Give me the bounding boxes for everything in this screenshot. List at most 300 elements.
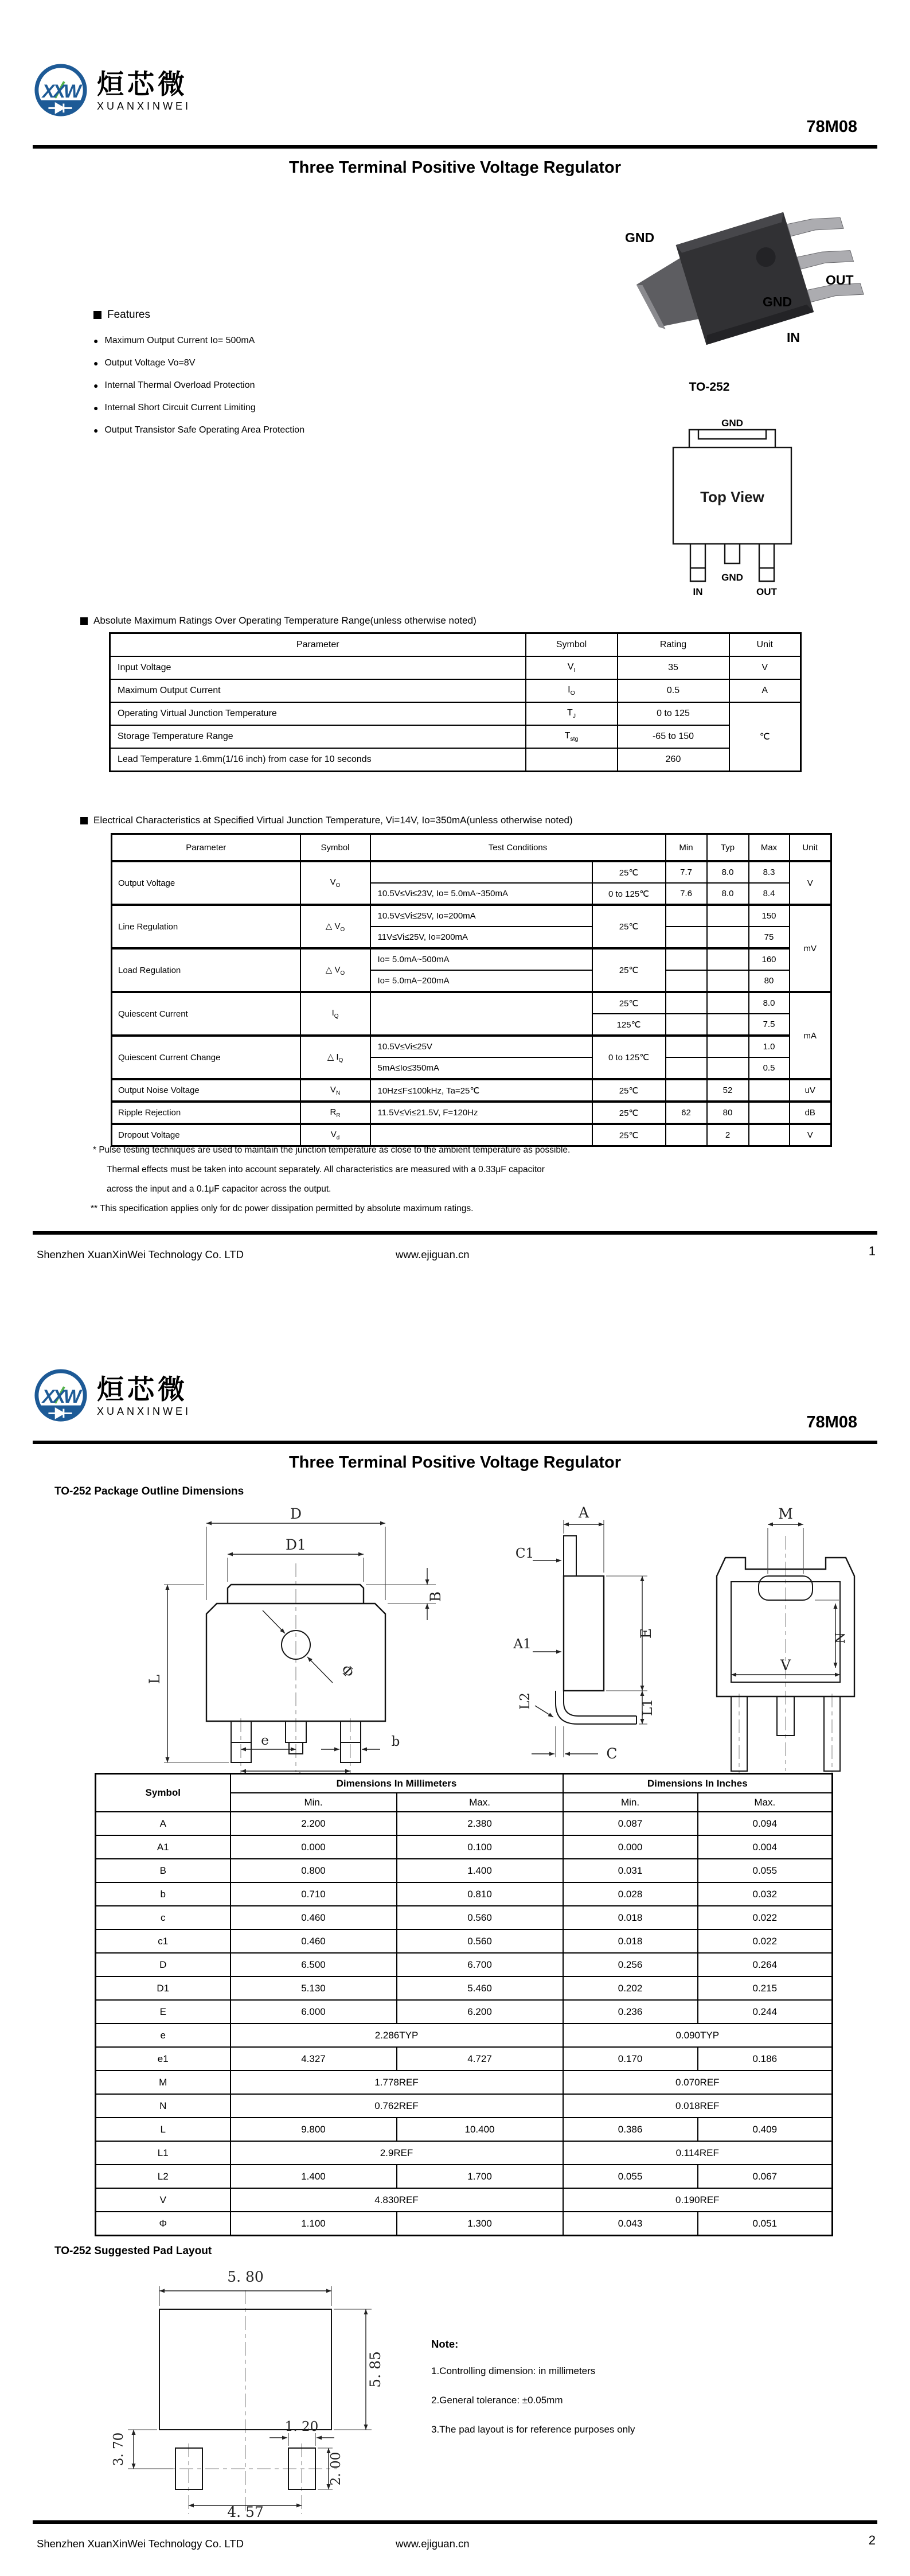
package-caption: TO-252 <box>689 380 730 394</box>
table-header-row <box>96 1774 833 1793</box>
symbol-cell: $I_O$ <box>526 679 618 702</box>
cell: Rating <box>618 633 729 657</box>
cell: 11.5V≤Vi≤21.5V, F=120Hz <box>370 1102 592 1124</box>
cell: 6.000 <box>231 2000 397 2024</box>
cell <box>666 1079 707 1102</box>
cell: 0.018REF <box>563 2094 833 2118</box>
cell: V <box>790 1124 831 1146</box>
cell: 2.200 <box>231 1812 397 1835</box>
bullet-icon: ● <box>93 336 99 345</box>
dim-label-C: C <box>606 1745 618 1762</box>
dim-label-e: e <box>261 1733 269 1748</box>
table-row <box>112 1124 831 1146</box>
cell: Parameter <box>110 633 526 657</box>
cell: D <box>96 1953 231 1976</box>
cell: 0.043 <box>563 2212 698 2236</box>
symbol-cell: $R_R$ <box>300 1102 370 1124</box>
pin-label-in: IN <box>787 330 800 345</box>
cell: 150 <box>749 905 790 927</box>
pad-dim-offset: 3. 70 <box>111 2432 126 2466</box>
cell: Load Regulation <box>112 948 300 992</box>
cell: 10.5V≤Vi≤25V <box>370 1036 592 1057</box>
cell: 0.236 <box>563 2000 698 2024</box>
dim-label-N: N <box>833 1632 848 1644</box>
footer-website: www.ejiguan.cn <box>396 2538 470 2550</box>
cell <box>707 905 749 927</box>
cell: 25℃ <box>592 992 666 1014</box>
cell: 6.500 <box>231 1953 397 1976</box>
cell: Lead Temperature 1.6mm(1/16 inch) from case for 10 seconds <box>110 748 526 772</box>
table-row <box>112 948 831 970</box>
dim-label-V: V <box>780 1657 791 1674</box>
cell: 6.700 <box>397 1953 563 1976</box>
cell: 10.5V≤Vi≤25V, Io=200mA <box>370 905 592 927</box>
cell <box>707 1014 749 1036</box>
cell: A <box>729 679 801 702</box>
symbol-cell: $I_Q$ <box>300 992 370 1036</box>
cell <box>707 948 749 970</box>
dim-label-A: A <box>578 1504 589 1521</box>
table-row <box>96 2024 833 2047</box>
package-3d-figure <box>618 189 865 384</box>
cell: e1 <box>96 2047 231 2071</box>
cell: 6.200 <box>397 2000 563 2024</box>
cell: 8.3 <box>749 861 790 883</box>
cell: 10.400 <box>397 2118 563 2141</box>
brand-name-cn: 烜芯微 <box>97 1373 188 1404</box>
outline-heading: TO-252 Package Outline Dimensions <box>54 1485 244 1497</box>
note-item: 2.General tolerance: ±0.05mm <box>431 2395 563 2406</box>
cell: A <box>96 1812 231 1835</box>
cell: V <box>729 656 801 679</box>
cell: Symbol <box>300 834 370 862</box>
table-row <box>96 1859 833 1882</box>
pad-dim-pad-width: 1. 20 <box>284 2419 319 2434</box>
cell: 2.380 <box>397 1812 563 1835</box>
brand-text <box>97 68 192 112</box>
footnote: Thermal effects must be taken into account separately. All characteristics are measured with a 0.33μF capacitor <box>107 1165 545 1174</box>
cell <box>707 970 749 992</box>
bullet-icon: ● <box>93 403 99 413</box>
topview-tab <box>689 430 775 448</box>
cell: 10Hz≤F≤100kHz, Ta=25℃ <box>370 1079 592 1102</box>
bullet-icon: ● <box>93 380 99 390</box>
cell: 0.215 <box>698 1976 833 2000</box>
symbol-cell: $V_I$ <box>526 656 618 679</box>
cell: 2.286TYP <box>231 2024 563 2047</box>
cell: Storage Temperature Range <box>110 725 526 748</box>
cell: mV <box>790 905 831 992</box>
top-view-figure <box>643 418 821 598</box>
header-divider <box>33 145 877 149</box>
cell: 0.244 <box>698 2000 833 2024</box>
feature-text: Output Voltage Vo=8V <box>104 357 196 368</box>
list-item <box>93 396 304 419</box>
bullet-icon: ● <box>93 425 99 435</box>
cell: -65 to 150 <box>618 725 729 748</box>
cell: 0.386 <box>563 2118 698 2141</box>
brand-name-cn: 烜芯微 <box>97 68 188 99</box>
cell: 35 <box>618 656 729 679</box>
cell: 2 <box>707 1124 749 1146</box>
topview-pin-in: IN <box>693 586 703 597</box>
symbol-cell: △ $V_O$ <box>300 948 370 992</box>
symbol-cell <box>526 748 618 772</box>
list-item <box>93 419 304 441</box>
symbol-cell: $T_{stg}$ <box>526 725 618 748</box>
cell: 0.190REF <box>563 2188 833 2212</box>
footer-company: Shenzhen XuanXinWei Technology Co. LTD <box>37 1248 244 1260</box>
symbol-cell: $V_N$ <box>300 1079 370 1102</box>
footer-company: Shenzhen XuanXinWei Technology Co. LTD <box>37 2538 244 2550</box>
cell: 2.9REF <box>231 2141 563 2165</box>
cell: Test Conditions <box>370 834 666 862</box>
cell: 1.400 <box>397 1859 563 1882</box>
pad-dim-pitch: 4. 57 <box>227 2504 264 2518</box>
cell: Operating Virtual Junction Temperature <box>110 702 526 725</box>
cell: 0.100 <box>397 1835 563 1859</box>
cell <box>707 927 749 948</box>
cell <box>707 1036 749 1057</box>
dim-label-L: L <box>146 1674 163 1684</box>
cell: 0 to 125 <box>618 702 729 725</box>
table-row <box>112 1036 831 1057</box>
cell: e <box>96 2024 231 2047</box>
cell: 25℃ <box>592 905 666 948</box>
pad-layout-heading: TO-252 Suggested Pad Layout <box>54 2245 212 2257</box>
cell: 7.7 <box>666 861 707 883</box>
footnote: ** This specification applies only for dc power dissipation permitted by absolute maximum ratings. <box>91 1204 474 1213</box>
feature-text: Maximum Output Current Io= 500mA <box>104 335 255 345</box>
company-logo <box>32 1368 191 1425</box>
table-row <box>96 1812 833 1835</box>
outline-front-view <box>92 1501 499 1784</box>
cell: 0.186 <box>698 2047 833 2071</box>
cell: 5.130 <box>231 1976 397 2000</box>
cell: 62 <box>666 1102 707 1124</box>
cell: 8.0 <box>749 992 790 1014</box>
cell: 0.810 <box>397 1882 563 1906</box>
abs-max-heading <box>80 615 477 627</box>
cell <box>666 948 707 970</box>
cell: 1.778REF <box>231 2071 563 2094</box>
cell: ℃ <box>729 702 801 772</box>
feature-text: Output Transistor Safe Operating Area Protection <box>104 425 305 435</box>
cell: V <box>790 861 831 905</box>
cell: 4.727 <box>397 2047 563 2071</box>
logo-monogram: XXW <box>42 80 80 102</box>
part-number: 78M08 <box>806 118 857 136</box>
table-header-row <box>112 834 831 862</box>
cell <box>666 905 707 927</box>
cell: Output Voltage <box>112 861 300 905</box>
dim-label-L2: L2 <box>518 1692 533 1710</box>
pad-dimensions <box>111 2268 384 2518</box>
cell <box>666 992 707 1014</box>
section-bullet-icon <box>80 817 88 824</box>
side-dimensions <box>513 1504 655 1762</box>
footer-website: www.ejiguan.cn <box>396 1248 470 1260</box>
abs-max-heading-label: Absolute Maximum Ratings Over Operating Temperature Range(unless otherwise noted) <box>93 615 477 626</box>
cell: 0.055 <box>563 2165 698 2188</box>
dim-label-D: D <box>290 1505 302 1522</box>
brand-name-en: XUANXINWEI <box>97 100 192 112</box>
cell: 0.028 <box>563 1882 698 1906</box>
pad-dim-pad-height: 2. 00 <box>329 2452 343 2486</box>
symbol-cell: $V_d$ <box>300 1124 370 1146</box>
footnote: across the input and a 0.1μF capacitor across the output. <box>107 1184 331 1194</box>
note-heading: Note: <box>431 2338 459 2350</box>
side-outline <box>556 1536 636 1724</box>
cell: 0.256 <box>563 1953 698 1976</box>
cell: c <box>96 1906 231 1929</box>
company-logo <box>32 63 191 119</box>
cell: 0.460 <box>231 1929 397 1953</box>
cell: 0.090TYP <box>563 2024 833 2047</box>
list-item <box>93 374 304 396</box>
cell: 0.022 <box>698 1929 833 1953</box>
cell: Min <box>666 834 707 862</box>
table-row <box>112 1102 831 1124</box>
cell: Typ <box>707 834 749 862</box>
symbol-cell: $V_O$ <box>300 861 370 905</box>
topview-caption: Top View <box>700 488 764 505</box>
note-item: 1.Controlling dimension: in millimeters <box>431 2365 596 2376</box>
note-item: 3.The pad layout is for reference purposes only <box>431 2424 635 2435</box>
cell: 0.5 <box>618 679 729 702</box>
cell <box>370 861 592 883</box>
cell: 0.018 <box>563 1929 698 1953</box>
cell: Min. <box>231 1793 397 1812</box>
table-row <box>96 2141 833 2165</box>
dim-label-A1: A1 <box>513 1637 532 1652</box>
cell: 160 <box>749 948 790 970</box>
cell: 0.202 <box>563 1976 698 2000</box>
cell <box>370 992 592 1036</box>
cell: Dropout Voltage <box>112 1124 300 1146</box>
table-row <box>96 1882 833 1906</box>
cell: 0.094 <box>698 1812 833 1835</box>
cell: Output Noise Voltage <box>112 1079 300 1102</box>
cell: L1 <box>96 2141 231 2165</box>
cell: Symbol <box>526 633 618 657</box>
cell: 25℃ <box>592 1124 666 1146</box>
table-row <box>96 2165 833 2188</box>
cell: 5mA≤Io≤350mA <box>370 1057 592 1079</box>
cell: Parameter <box>112 834 300 862</box>
cell: 52 <box>707 1079 749 1102</box>
dims-table <box>95 1773 833 2236</box>
pad-dim-width: 5. 80 <box>227 2268 264 2285</box>
cell <box>666 970 707 992</box>
topview-tab-label: GND <box>721 418 743 429</box>
cell: 0.022 <box>698 1906 833 1929</box>
dim-label-phi: Φ <box>337 1661 358 1682</box>
logo-monogram: XXW <box>42 1386 80 1407</box>
cell: Quiescent Current Change <box>112 1036 300 1079</box>
cell: 4.830REF <box>231 2188 563 2212</box>
feature-text: Internal Short Circuit Current Limiting <box>104 402 256 413</box>
abs-max-table <box>109 632 802 772</box>
cell: L2 <box>96 2165 231 2188</box>
table-row <box>96 2212 833 2236</box>
cell: 25℃ <box>592 948 666 992</box>
cell: 0.070REF <box>563 2071 833 2094</box>
features-section <box>93 309 304 441</box>
cell: 0.032 <box>698 1882 833 1906</box>
page-number: 1 <box>868 1244 876 1258</box>
outline-side-view <box>507 1501 679 1784</box>
cell: 1.700 <box>397 2165 563 2188</box>
features-heading <box>93 309 304 321</box>
cell: 1.400 <box>231 2165 397 2188</box>
cell: 0.710 <box>231 1882 397 1906</box>
cell <box>749 1124 790 1146</box>
cell <box>707 1057 749 1079</box>
footnote: * Pulse testing techniques are used to maintain the junction temperature as close to the ambient temperature as possible. <box>93 1145 571 1155</box>
table-row <box>96 2118 833 2141</box>
cell: Io= 5.0mA~500mA <box>370 948 592 970</box>
outline-rear-view <box>691 1501 880 1784</box>
cell: 0.031 <box>563 1859 698 1882</box>
cell: M <box>96 2071 231 2094</box>
cell: 0.560 <box>397 1906 563 1929</box>
cell <box>666 1057 707 1079</box>
cell: 0.114REF <box>563 2141 833 2165</box>
cell: 0.409 <box>698 2118 833 2141</box>
table-row <box>96 1953 833 1976</box>
table-row <box>112 905 831 927</box>
cell: 0.170 <box>563 2047 698 2071</box>
cell: b <box>96 1882 231 1906</box>
section-bullet-icon <box>93 311 101 319</box>
cell: 5.460 <box>397 1976 563 2000</box>
table-row <box>96 1906 833 1929</box>
list-item <box>93 352 304 374</box>
dim-label-L1: L1 <box>640 1699 655 1716</box>
cell: 0.264 <box>698 1953 833 1976</box>
table-row <box>96 1976 833 2000</box>
pin-label-gnd-tab: GND <box>625 230 655 245</box>
cell: Line Regulation <box>112 905 300 948</box>
symbol-cell: △ $V_O$ <box>300 905 370 948</box>
table-row <box>112 1079 831 1102</box>
cell: Dimensions In Millimeters <box>231 1774 563 1793</box>
cell: mA <box>790 992 831 1079</box>
cell <box>666 1036 707 1057</box>
page-number: 2 <box>868 2533 876 2547</box>
cell <box>749 1102 790 1124</box>
cell: 0.560 <box>397 1929 563 1953</box>
cell: Max. <box>397 1793 563 1812</box>
cell: 0.5 <box>749 1057 790 1079</box>
cell: 125℃ <box>592 1014 666 1036</box>
dim-label-b: b <box>391 1734 400 1749</box>
header-divider <box>33 1441 877 1444</box>
cell: E <box>96 2000 231 2024</box>
brand-name-en: XUANXINWEI <box>97 1405 192 1417</box>
dim-label-C1: C1 <box>515 1546 534 1561</box>
cell: 0.460 <box>231 1906 397 1929</box>
table-header-row <box>110 633 801 657</box>
cell: V <box>96 2188 231 2212</box>
dim-label-M: M <box>778 1505 793 1522</box>
logo-mark-icon <box>32 1368 90 1425</box>
cell: Φ <box>96 2212 231 2236</box>
cell: B <box>96 1859 231 1882</box>
cell: 7.5 <box>749 1014 790 1036</box>
cell: 0.018 <box>563 1906 698 1929</box>
pad-layout-figure <box>68 2259 423 2518</box>
cell: Input Voltage <box>110 656 526 679</box>
elec-table <box>111 833 832 1147</box>
footer-divider <box>33 2520 877 2524</box>
bullet-icon: ● <box>93 358 99 368</box>
rear-dimensions <box>731 1505 848 1675</box>
brand-text <box>97 1373 192 1418</box>
pin-label-gnd: GND <box>763 294 792 309</box>
cell: 0.067 <box>698 2165 833 2188</box>
cell: uV <box>790 1079 831 1102</box>
topview-pin-gnd: GND <box>721 572 743 583</box>
cell <box>749 1079 790 1102</box>
cell: Quiescent Current <box>112 992 300 1036</box>
table-row <box>110 656 801 679</box>
cell: A1 <box>96 1835 231 1859</box>
footer-divider <box>33 1231 877 1235</box>
cell: 0.004 <box>698 1835 833 1859</box>
cell: 1.0 <box>749 1036 790 1057</box>
cell: L <box>96 2118 231 2141</box>
part-number: 78M08 <box>806 1413 857 1431</box>
cell: 11V≤Vi≤25V, Io=200mA <box>370 927 592 948</box>
cell: 80 <box>749 970 790 992</box>
table-row <box>110 725 801 748</box>
cell: N <box>96 2094 231 2118</box>
cell <box>707 992 749 1014</box>
table-row <box>110 702 801 725</box>
dim-label-D1: D1 <box>286 1536 306 1553</box>
cell: Ripple Rejection <box>112 1102 300 1124</box>
pad-dim-height: 5. 85 <box>367 2351 384 2388</box>
cell: 1.100 <box>231 2212 397 2236</box>
logo-mark-icon <box>32 63 90 119</box>
section-bullet-icon <box>80 617 88 625</box>
cell: 10.5V≤Vi≤23V, Io= 5.0mA~350mA <box>370 883 592 905</box>
table-row <box>112 861 831 883</box>
table-row <box>96 2094 833 2118</box>
elec-heading <box>80 815 573 826</box>
features-heading-label: Features <box>107 309 150 321</box>
table-row <box>96 2047 833 2071</box>
cell: 75 <box>749 927 790 948</box>
table-row <box>96 1835 833 1859</box>
table-row <box>96 2188 833 2212</box>
cell: 260 <box>618 748 729 772</box>
cell <box>666 1014 707 1036</box>
symbol-cell: △ $I_Q$ <box>300 1036 370 1079</box>
table-row <box>112 992 831 1014</box>
dim-label-B: B <box>427 1591 444 1602</box>
cell: 7.6 <box>666 883 707 905</box>
symbol-cell: $T_J$ <box>526 702 618 725</box>
cell: 0.762REF <box>231 2094 563 2118</box>
cell: Maximum Output Current <box>110 679 526 702</box>
cell: Io= 5.0mA~200mA <box>370 970 592 992</box>
cell: Max. <box>698 1793 833 1812</box>
cell: 80 <box>707 1102 749 1124</box>
table-row <box>110 679 801 702</box>
